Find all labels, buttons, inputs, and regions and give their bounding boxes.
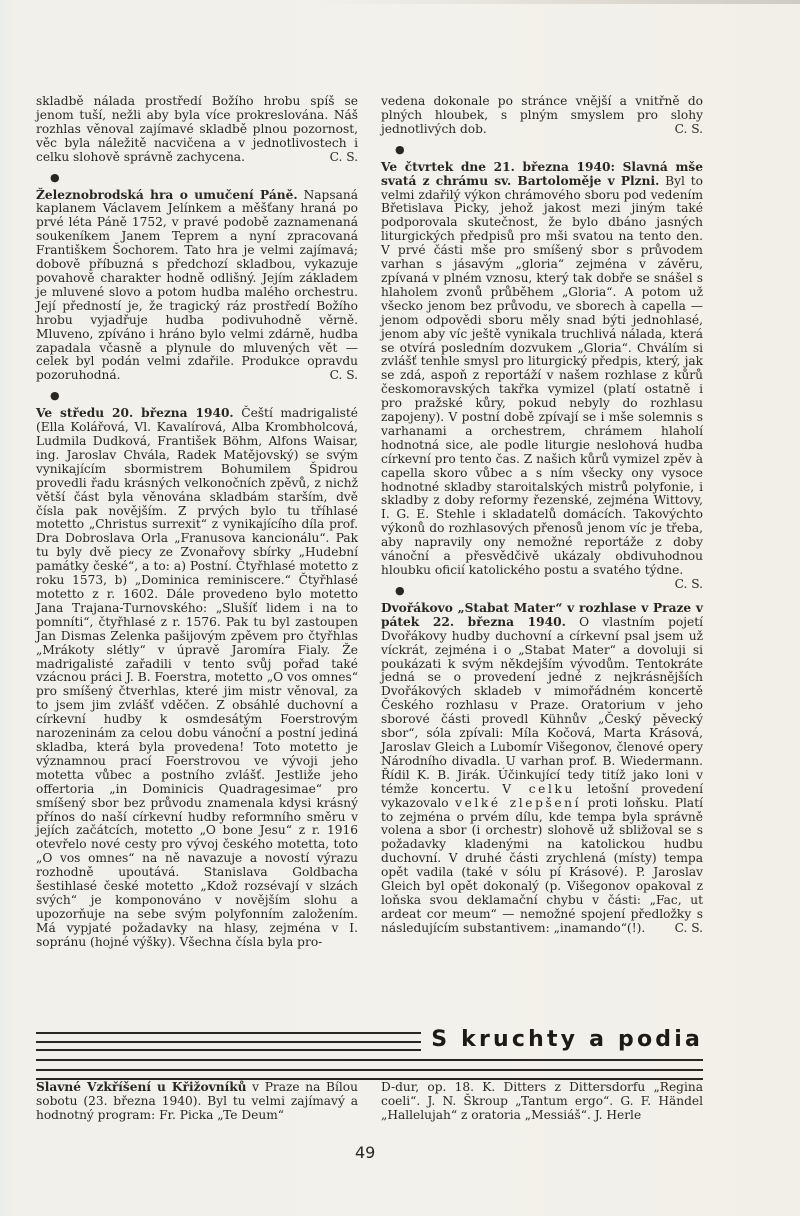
article-body: Čeští madrigalisté (Ella Kolářová, Vl. Kavalírová, Alba Krombholcová, Ludmila Dudková, František Böhm, Alfons Waisar, ing. Jaroslav Chvála, Radek Matějovský) se svým vynikajícím sbormistrem Bohumilem Špidrou provedli řadu krásných velkonočních zpěvů, z nichž větší část byla věnována skladbám starším, dvě čísla pak novějším. Z prvých bylo tu tříhlasé motetto „Christus surrexit“ z vynikajícího díla prof. Dra Dobroslava Orla „Franusova kancionálu“. Pak tu byly dvě piecy ze Zvonařovy sbírky „Hudební památky české“, a to: a) Postní. Čtyřhlasé motetto z roku 1573, b) „Dominica reminiscere.“ Čtyřhlasé motetto z r. 1602. Dále provedeno bylo motetto Jana Trajana-Turnovského: „Slušíť lidem i na to pomníti“, čtyřhlasé z r. 1576. Pak tu byl zastoupen Jan Dismas Zelenka pašijovým zpěvem pro čtyřhlas „Mrákoty slétly“ v úpravě Jaromíra Fialy. Že madrigalisté zařadili v tento svůj pořad také vzácnou práci J. B. Foerstra, motetto „O vos omnes“ pro smíšený čtverhlas, které jim mistr věnoval, za to jsem jim zvlášť vděčen. Z obsáhlé duchovní a církevní hudby k osmdesátým Foerstrovým narozeninám za celou dobu vánoční a postní jediná skladba, která byla provedena! Toto motetto je významnou prací Foerstrovou ve vývoji jeho motetta vůbec a postního zvlášť. Jestliže jeho offertoria „in Dominicis Quadragesimae“ pro smíšený sbor bez průvodu znamenala kdysi krásný přínos do naší církevní hudby reformního směru v jejích začátcích, motetto „O bone Jesu“ z r. 1916 otevřelo nové cesty pro vývoj českého motetta, toto „O vos omnes“ na ně navazuje a novostí výrazu rozhodně upoutává. Stanislava Goldbacha šestihlasé české motetto „Kdož rozsévají v slzách svých“ je komponováno v novějším slohu a upozorňuje na sebe svým polyfonním založením. Má vypjaté požadavky na hlasy, zejména v I. sopránu (hojné výšky). Všechna čísla byla pro-	[36, 406, 358, 949]
page-number: 49	[355, 1143, 376, 1162]
horizontal-rule	[36, 1032, 421, 1034]
article-heading: Ve středu 20. března 1940.	[36, 406, 234, 421]
bullet-separator-icon: ●	[50, 389, 60, 403]
section-header	[36, 1027, 703, 1083]
bullet-separator-icon: ●	[395, 583, 405, 597]
author-signature: C. S.	[674, 121, 703, 136]
emphasized-text: velké zlepšení	[455, 795, 582, 810]
horizontal-rule	[36, 1049, 421, 1051]
author-signature: C. S.	[674, 576, 703, 591]
article-body: D-dur, op. 18. K. Ditters z Dittersdorfu „Regina coeli“. J. N. Škroup „Tantum ergo“. G. F. Händel „Hallelujah“ z oratoria „Messiáš“. J. Herle	[381, 1080, 703, 1122]
article-ve-ctvrtek	[381, 159, 703, 591]
author-signature: C. S.	[329, 368, 358, 383]
article-body: v Praze na Bílou sobotu (23. března 1940). Byl tu velmi zajímavý a hodnotný program: Fr. Picka „Te Deum“	[36, 1080, 358, 1122]
bullet-separator-icon: ●	[50, 170, 60, 184]
article-heading: Slavné Vzkříšení u Křižovníků	[36, 1080, 247, 1094]
article-body: Byl to velmi zdařilý výkon chrámového sboru pod vedením Břetislava Picky, jehož jakost mezi jiným také podporovala skutečnost, že bylo dbáno jasných liturgických předpisů pro mši svatou na tento den. V prvé části mše pro smíšený sbor s průvodem varhan s jásavým „gloria“ zejména v závěru, zpívaná v plném vznosu, který tak dobře se snášel s hlaholem zvonů průběhem „Gloria“. A potom už všecko jenom bez průvodu, ve sborech à capella — jenom odpovědi sboru měly snad býti jednohlasé, jenom aby víc ještě vynikala truchlivá nálada, která se otvírá posledním dozvukem „Gloria“. Chválím si zvlášť tenhle smysl pro liturgický předpis, který, jak se zdá, aspoň z reportáží v našem rozhlase z kůrů českomoravských takřka vymizel (platí ostatně i pro pražské kůry, pokud nebyly do rozhlasu zapojeny). V postní době zpívají se i mše solemnis s varhanami a orchestrem, chrámem hlaholí hodnotná sice, ale podle liturgie neslohová hudba církevní pro tento čas. Z našich kůrů vymizel zpěv à capella skoro vůbec a s ním všecky ony vysoce hodnotné skladby staroitalských mistrů polyfonie, i skladby z doby reformy řezenské, zejména Wittovy, I. G. E. Stehle i skladatelů domácích. Takovýchto výkonů do rozhlasových přenosů jenom víc je třeba, aby napravily ony nemožné reportáže z doby vánoční a přesvědčivě ukázaly obdivuhodnou hloubku oficií katolického postu a svatého týdne.	[381, 173, 703, 577]
continued-text: skladbě nálada prostředí Božího hrobu spíš se jenom tuší, nežli aby byla více prokreslována. Náš rozhlas věnoval zajímavé skladbě plnou pozornost, věc byla náležitě nacvičena a v jednotlivostech i celku slohově správně zachycena.	[36, 94, 358, 164]
article-ve-stredu	[36, 407, 358, 949]
horizontal-rule	[36, 1069, 703, 1071]
section-title: S kruchty a podia	[431, 1027, 703, 1052]
right-column	[381, 95, 703, 936]
horizontal-rule	[36, 1041, 421, 1043]
article-heading: Ve čtvrtek dne 21. března 1940: Slavná mše svatá z chrámu sv. Bartoloměje v Plzni.	[381, 159, 703, 188]
article-body: O vlastním pojetí Dvořákovy hudby duchovní a církevní psal jsem už víckrát, zejména i o „Stabat Mater“ a dovoluji si poukázati k svým někdejším vývodům. Tentokráte jedná se o provedení jedné z nejkrásnějších Dvořákových skladeb v mimořádném koncertě Českého rozhlasu v Praze. Oratorium v jeho sborové části provedl Kühnův „Český pěvecký sbor“, sóla zpívali: Míla Kočová, Marta Krásová, Jaroslav Gleich a Lubomír Višegonov, členové opery Národního divadla. U varhan prof. B. Wiedermann. Řídil K. B. Jirák. Účinkující tedy titíž jako loni v témže koncertu.	[381, 614, 704, 796]
bullet-separator-icon: ●	[395, 142, 405, 156]
article-stabat-mater	[381, 602, 703, 936]
article-heading: Železnobrodská hra o umučení Páně.	[36, 187, 298, 202]
scan-edge-shadow	[0, 0, 800, 4]
continued-text: vedena dokonale po stránce vnější a vnitřně do plných hloubek, s plným smyslem pro slohy jednotlivých dob.	[381, 94, 703, 136]
article-zeleznobrodska-hra	[36, 189, 358, 384]
article-slavne-vzkriseni	[36, 1081, 358, 1123]
author-signature: C. S.	[674, 920, 703, 935]
horizontal-rule	[36, 1059, 703, 1061]
article-body: letošní provedení vykazovalo	[381, 781, 704, 810]
left-column	[36, 95, 358, 950]
continued-paragraph	[381, 95, 703, 137]
continued-paragraph	[36, 95, 358, 165]
article-body: proti loňsku. Platí to zejména o prvém dílu, kde tempa byla správně volena a sbor (i orchestr) slohově už sbližoval se s požadavky kladenými na katolickou hudbu duchovní. V druhé části zrychlená (místy) tempa opět vadila (také v sólu pí Krásové). P. Jaroslav Gleich byl opět dokonalý (p. Višegonov opakoval z loňska svou deklamační chybu v části: „Fac, ut ardeat cor meum“ — nemožné spojení předložky s následujícím substantivem: „inamando“(!).	[381, 795, 703, 935]
article-heading: Dvořákovo „Stabat Mater“ v rozhlase v Praze v pátek 22. března 1940.	[381, 600, 703, 629]
article-continuation-program	[381, 1081, 703, 1123]
emphasized-text: V celku	[502, 781, 575, 796]
author-signature: C. S.	[329, 149, 358, 164]
article-body: Napsaná kaplanem Václavem Jelínkem a měšťany hraná po prvé léta Páně 1752, v pravé podobě zaznamenaná soukeníkem Janem Teprem a nyní zpracovaná Františkem Šochorem. Tato hra je velmi zajímavá; dobově příbuzná s předchozí skladbou, vykazuje povahově charakter hodně odlišný. Jejím základem je mluvené slovo a potom hudba malého orchestru. Její předností je, že tragický ráz prostředí Božího hrobu vyjadřuje hudba podivuhodně věrně. Mluveno, zpíváno i hráno bylo velmi zdárně, hudba zapadala včasně a plynule do mluvených vět — celek byl podán velmi zdařile. Produkce opravdu pozoruhodná.	[36, 187, 358, 383]
